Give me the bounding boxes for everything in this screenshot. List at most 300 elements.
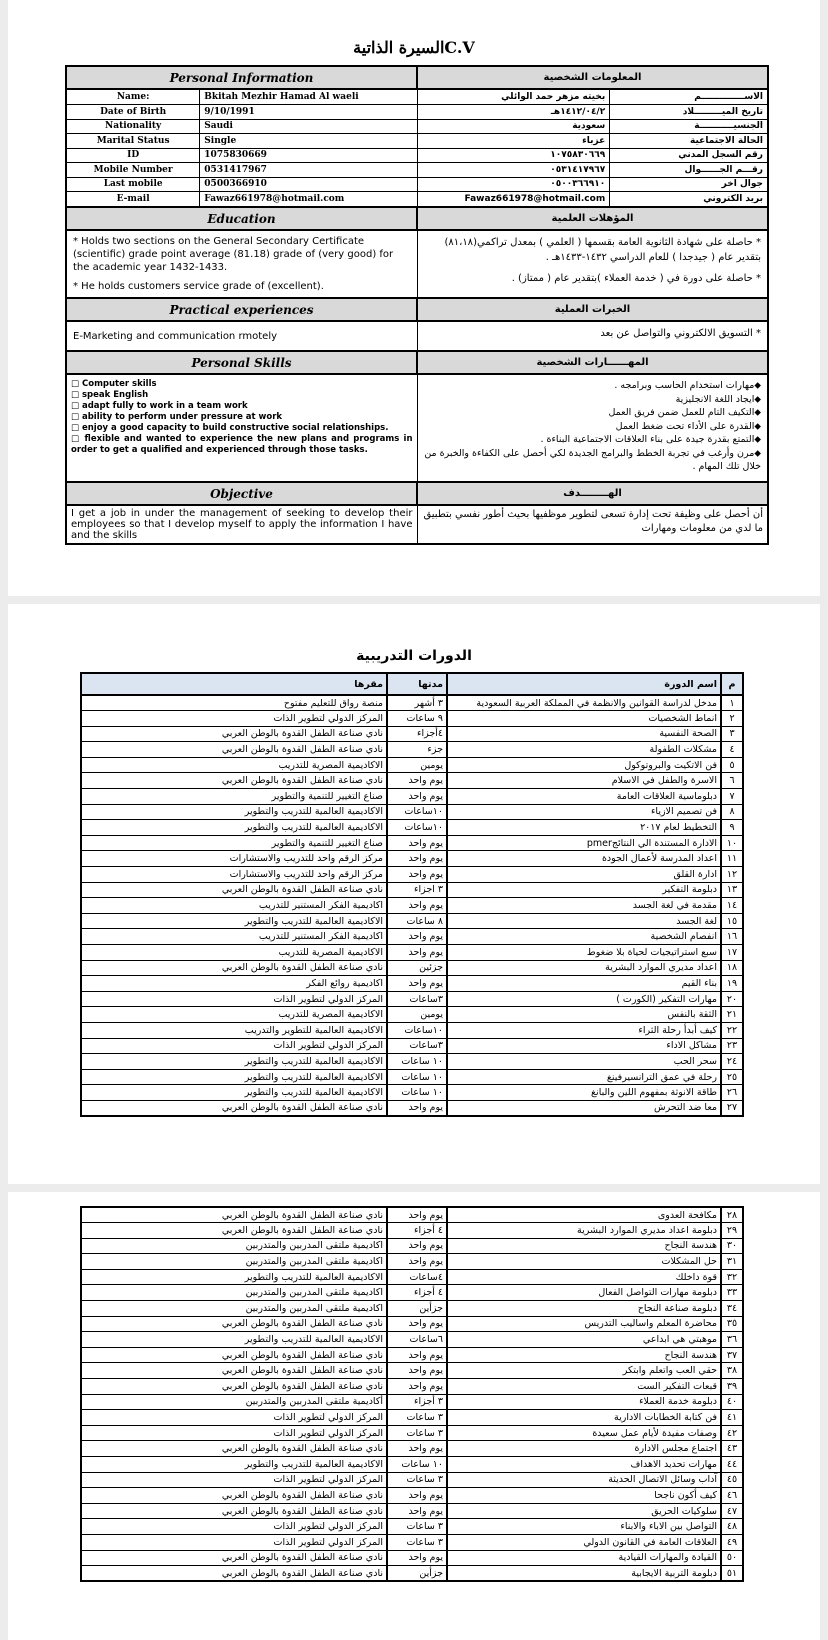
personal-value-ar: ٠٥٠٠٣٦٦٩١٠ (418, 177, 610, 192)
course-duration: يوم واحد (387, 1488, 447, 1504)
personal-value-en: 0531417967 (200, 163, 417, 178)
personal-value-ar: Fawaz661978@hotmail.com (464, 194, 606, 204)
course-name: انفصام الشخصية (447, 929, 721, 945)
course-place: الاكاديمية العالمية للتدريب والتطوير (81, 1269, 387, 1285)
course-duration: يوم واحد (387, 976, 447, 992)
personal-value-en: Single (200, 134, 417, 149)
personal-label-ar: الحالة الاجتماعية (610, 134, 767, 149)
personal-row (418, 119, 768, 134)
skills-list-ar (417, 374, 768, 482)
personal-value-ar: ٠٥٣١٤١٧٩٦٧ (418, 163, 610, 178)
course-number: ٣١ (721, 1254, 743, 1270)
personal-row (418, 192, 768, 207)
course-name: سلوكيات الحريق (447, 1503, 721, 1519)
course-place: الاكاديمية العالمية للتدريب والتطوير (81, 1069, 387, 1085)
course-number: ٣٠ (721, 1238, 743, 1254)
personal-label-en: Name: (67, 90, 200, 105)
course-number: ٢٤ (721, 1054, 743, 1070)
course-duration: يومين (387, 757, 447, 773)
course-duration: ٣ ساعات (387, 1472, 447, 1488)
course-name: العلاقات العامة في القانون الدولي (447, 1534, 721, 1550)
course-duration: يوم واحد (387, 789, 447, 805)
course-row (81, 835, 743, 851)
personal-row (418, 177, 768, 192)
course-duration: ٦ساعات (387, 1332, 447, 1348)
personal-label-ar: جوال اخر (610, 177, 767, 192)
course-name: طاقة الانوثة بمفهوم اللين والبانغ (447, 1085, 721, 1101)
course-row (81, 1316, 743, 1332)
course-name: اجتماع مجلس الادارة (447, 1441, 721, 1457)
course-number: ٢٠ (721, 991, 743, 1007)
course-duration: يوم واحد (387, 867, 447, 883)
personal-value-en: Bkitah Mezhir Hamad Al waeli (200, 90, 417, 105)
personal-row (67, 105, 417, 120)
course-name: رحلة في عمق الترانسيرفينغ (447, 1069, 721, 1085)
course-number: ٤٨ (721, 1519, 743, 1535)
cv-title: السيرة الذاتيةC.V (353, 38, 475, 57)
course-row (81, 1347, 743, 1363)
course-row (81, 1441, 743, 1457)
course-row (81, 1534, 743, 1550)
course-row (81, 1269, 743, 1285)
course-duration: يومين (387, 1007, 447, 1023)
course-name: كيف أبدأ رحلة الثراء (447, 1022, 721, 1038)
course-name: اعداد مديري الموارد البشرية (447, 960, 721, 976)
personal-value-ar: سعودية (418, 119, 610, 134)
course-row (81, 695, 743, 711)
course-row (81, 820, 743, 836)
course-number: ٩ (721, 820, 743, 836)
personal-value-ar: بخيته مزهر حمد الوائلي (418, 90, 610, 105)
course-place: المركز الدولي لتطوير الذات (81, 1472, 387, 1488)
skill-item-en: □ speak English (71, 390, 149, 400)
course-number: ٣٨ (721, 1363, 743, 1379)
course-place: نادي صناعة الطفل القدوة بالوطن العربي (81, 882, 387, 898)
course-place: اكاديمية ملتقى المدربين والمتدربين (81, 1301, 387, 1317)
course-row (81, 1038, 743, 1054)
course-name: وصفات مفيدة لأيام عمل سعيدة (447, 1425, 721, 1441)
course-number: ٤١ (721, 1410, 743, 1426)
skills-list-en (66, 374, 417, 482)
course-number: ٣٣ (721, 1285, 743, 1301)
personal-label-en: Date of Birth (67, 105, 200, 120)
course-row (81, 991, 743, 1007)
course-place: المركز الدولي لتطوير الذات (81, 1519, 387, 1535)
course-place: الاكاديمية العالمية للتدريب والتطوير (81, 1054, 387, 1070)
course-duration: ٣ ساعات (387, 1519, 447, 1535)
course-duration: جزأين (387, 1301, 447, 1317)
course-name: معا ضد التحرش (447, 1100, 721, 1116)
course-duration: ١٠ ساعات (387, 1054, 447, 1070)
skill-item-ar: ⬥القدرة على الأداء تحت ضغط العمل (615, 420, 761, 432)
course-duration: جزئين (387, 960, 447, 976)
course-place: الاكاديمية المصرية للتدريب (81, 1007, 387, 1023)
personal-row (67, 134, 417, 149)
course-row (81, 867, 743, 883)
experience-header-en: Practical experiences (66, 298, 417, 321)
course-duration: ٣ ساعات (387, 1425, 447, 1441)
course-number: ٢٣ (721, 1038, 743, 1054)
course-number: ٣٤ (721, 1301, 743, 1317)
course-name: سبع استراتيجيات لحياة بلا ضغوط (447, 945, 721, 961)
course-row (81, 1285, 743, 1301)
course-name: فن الاتكيت والبروتوكول (447, 757, 721, 773)
personal-label-en: Nationality (67, 119, 200, 134)
course-number: ١٢ (721, 867, 743, 883)
personal-row (67, 177, 417, 192)
objective-header-en: Objective (66, 482, 417, 505)
course-duration: ١٠ساعات (387, 804, 447, 820)
course-name: الاسرة والطفل في الاسلام (447, 773, 721, 789)
course-row (81, 1254, 743, 1270)
course-place: نادي صناعة الطفل القدوة بالوطن العربي (81, 1441, 387, 1457)
course-place: نادي صناعة الطفل القدوة بالوطن العربي (81, 726, 387, 742)
course-number: ٣٦ (721, 1332, 743, 1348)
course-name: التخطيط لعام ٢٠١٧ (447, 820, 721, 836)
course-row (81, 1301, 743, 1317)
course-number: ٤٣ (721, 1441, 743, 1457)
course-name: الادارة المستندة الي النتائجpmer (447, 835, 721, 851)
course-place: المركز الدولي لتطوير الذات (81, 711, 387, 727)
course-row (81, 711, 743, 727)
course-duration: ٩ ساعات (387, 711, 447, 727)
course-duration: يوم واحد (387, 1550, 447, 1566)
course-place: الاكاديمية العالمية للتطوير والتدريب (81, 1022, 387, 1038)
course-number: ٣٧ (721, 1347, 743, 1363)
skill-item-en: □ ability to perform under pressure at work (71, 412, 283, 422)
personal-row (67, 119, 417, 134)
course-duration: ٣ ساعات (387, 1534, 447, 1550)
course-row (81, 1363, 743, 1379)
course-row (81, 1425, 743, 1441)
course-number: ٣٢ (721, 1269, 743, 1285)
course-row (81, 960, 743, 976)
course-duration: ٣ أجزاء (387, 1394, 447, 1410)
course-duration: ٣ساعات (387, 1038, 447, 1054)
skills-header-ar: المهــــــارات الشخصية (417, 351, 768, 374)
personal-value-en: 0500366910 (200, 177, 417, 192)
personal-value-ar: عزباء (418, 134, 610, 149)
objective-text-en: I get a job in under the management of seeking to develop their employees so that I develop myself to apply the information I have and the skills (66, 505, 417, 544)
course-duration: ١٠ ساعات (387, 1085, 447, 1101)
personal-header-en: Personal Information (66, 66, 417, 89)
course-number: ٨ (721, 804, 743, 820)
course-place: نادي صناعة الطفل القدوة بالوطن العربي (81, 1207, 387, 1223)
skill-item-en: □ flexible and wanted to experience the new plans and programs in order to get a qualified and experienced through those tasks. (71, 434, 413, 455)
personal-label-en: Mobile Number (67, 163, 200, 178)
course-duration: يوم واحد (387, 898, 447, 914)
course-name: فن كتابة الخطابات الادارية (447, 1410, 721, 1426)
course-place: نادي صناعة الطفل القدوة بالوطن العربي (81, 742, 387, 758)
course-number: ٢١ (721, 1007, 743, 1023)
personal-row (418, 163, 768, 178)
objective-header-ar: الهــــــــدف (417, 482, 768, 505)
personal-row (418, 90, 768, 105)
col-header-place: مقرها (81, 673, 387, 695)
course-duration: يوم واحد (387, 1100, 447, 1116)
course-place: نادي صناعة الطفل القدوة بالوطن العربي (81, 960, 387, 976)
skill-item-en: □ Computer skills (71, 379, 157, 389)
course-name: مكافحة العدوى (447, 1207, 721, 1223)
course-name: الصحة النفسية (447, 726, 721, 742)
education-text-en (66, 230, 417, 298)
course-number: ٤٥ (721, 1472, 743, 1488)
course-row (81, 882, 743, 898)
course-name: دبلومة اعداد مديري الموارد البشرية (447, 1223, 721, 1239)
course-name: سحر الحب (447, 1054, 721, 1070)
course-name: دبلومة التفكير (447, 882, 721, 898)
course-name: مهارات التفكير (الكورت ) (447, 991, 721, 1007)
course-place: اكاديمية روائع الفكر (81, 976, 387, 992)
course-name: لغة الجسد (447, 913, 721, 929)
course-number: ٤ (721, 742, 743, 758)
course-place: المركز الدولي لتطوير الذات (81, 1425, 387, 1441)
course-row (81, 1472, 743, 1488)
course-name: دبلوماسية العلاقات العامة (447, 789, 721, 805)
personal-label-ar: رقـــم الجــــــوال (610, 163, 767, 178)
course-name: الثقة بالنفس (447, 1007, 721, 1023)
course-name: دبلومة صناعة النجاح (447, 1301, 721, 1317)
course-duration: يوم واحد (387, 773, 447, 789)
course-number: ٢٢ (721, 1022, 743, 1038)
course-place: صناع التغيير للتنمية والتطوير (81, 789, 387, 805)
personal-label-en: Marital Status (67, 134, 200, 149)
col-header-duration: مدتها (387, 673, 447, 695)
course-row (81, 742, 743, 758)
course-name: موهبتي هي ابداعي (447, 1332, 721, 1348)
course-name: بناء القيم (447, 976, 721, 992)
course-row (81, 1488, 743, 1504)
course-number: ٢٧ (721, 1100, 743, 1116)
skill-item-en: □ enjoy a good capacity to build constructive social relationships. (71, 423, 389, 433)
course-row (81, 1457, 743, 1473)
course-number: ٥ (721, 757, 743, 773)
course-name: هندسة النجاح (447, 1238, 721, 1254)
course-number: ١٧ (721, 945, 743, 961)
personal-label-en: E-mail (67, 192, 200, 207)
education-item-en: * He holds customers service grade of (excellent). (73, 281, 324, 292)
personal-label-ar: الجنسيـــــــــــة (610, 119, 767, 134)
personal-row (418, 148, 768, 163)
course-number: ٤٧ (721, 1503, 743, 1519)
skills-header-en: Personal Skills (66, 351, 417, 374)
course-number: ٥٠ (721, 1550, 743, 1566)
course-row (81, 1207, 743, 1223)
personal-value-ar: ١٤١٢/٠٤/٢هـ (418, 105, 610, 120)
course-duration: ٤ أجزاء (387, 1223, 447, 1239)
course-name: مشكلات الطفولة (447, 742, 721, 758)
course-place: الاكاديمية العالمية للتدريب والتطوير (81, 1085, 387, 1101)
course-duration: ١٠ساعات (387, 820, 447, 836)
course-row (81, 773, 743, 789)
course-row (81, 1519, 743, 1535)
course-place: الاكاديمية العالمية للتدريب والتطوير (81, 820, 387, 836)
course-row (81, 1566, 743, 1582)
objective-text-ar: أن أحصل على وظيفة تحت إدارة تسعى لتطوير موظفيها بحيث أطور نفسي بتطبيق ما لدي من معلومات ومهارات (417, 505, 768, 544)
course-place: نادي صناعة الطفل القدوة بالوطن العربي (81, 1347, 387, 1363)
course-place: نادي صناعة الطفل القدوة بالوطن العربي (81, 1488, 387, 1504)
course-place: المركز الدولي لتطوير الذات (81, 1038, 387, 1054)
course-name: انماط الشخصيات (447, 711, 721, 727)
course-place: اكاديمية الفكر المستنير للتدريب (81, 929, 387, 945)
course-duration: يوم واحد (387, 929, 447, 945)
course-name: حقي العب واتعلم وابتكر (447, 1363, 721, 1379)
course-duration: ١٠ساعات (387, 1022, 447, 1038)
course-place: اكاديمية ملتقى المدربين والمتدربين (81, 1285, 387, 1301)
personal-value-en: 1075830669 (200, 148, 417, 163)
course-duration: يوم واحد (387, 1379, 447, 1395)
skill-item-ar: ⬥ايجاد اللغة الانجليزية (675, 393, 761, 405)
course-name: مقدمة في لغة الجسد (447, 898, 721, 914)
course-number: ٢٩ (721, 1223, 743, 1239)
personal-value-en: 9/10/1991 (200, 105, 417, 120)
personal-label-en: Last mobile (67, 177, 200, 192)
personal-row (67, 192, 417, 207)
course-row (81, 757, 743, 773)
course-number: ٤٢ (721, 1425, 743, 1441)
course-duration: يوم واحد (387, 1238, 447, 1254)
course-number: ٢٦ (721, 1085, 743, 1101)
personal-label-ar: الاســــــــــــــم (610, 90, 767, 105)
course-place: نادي صناعة الطفل القدوة بالوطن العربي (81, 1100, 387, 1116)
course-number: ٤٩ (721, 1534, 743, 1550)
course-duration: يوم واحد (387, 835, 447, 851)
course-duration: يوم واحد (387, 1441, 447, 1457)
course-name: فن تصميم الازياء (447, 804, 721, 820)
course-row (81, 898, 743, 914)
course-number: ٢٥ (721, 1069, 743, 1085)
course-duration: يوم واحد (387, 945, 447, 961)
course-place: الاكاديمية المصرية للتدريب (81, 945, 387, 961)
course-number: ١١ (721, 851, 743, 867)
personal-row (418, 134, 768, 149)
cv-table (65, 65, 769, 545)
course-row (81, 1100, 743, 1116)
course-number: ٥١ (721, 1566, 743, 1582)
personal-label-ar: بريد الكتروني (610, 192, 767, 207)
education-header-ar: المؤهلات العلمية (417, 207, 768, 230)
course-name: آداب وسائل الاتصال الحديثة (447, 1472, 721, 1488)
course-number: ١٨ (721, 960, 743, 976)
course-row (81, 1394, 743, 1410)
course-name: القيادة والمهارات القيادية (447, 1550, 721, 1566)
course-row (81, 726, 743, 742)
course-number: ٤٠ (721, 1394, 743, 1410)
course-duration: جزأين (387, 1566, 447, 1582)
course-place: الاكاديمية العالمية للتدريب والتطوير (81, 913, 387, 929)
course-number: ٢ (721, 711, 743, 727)
course-row (81, 913, 743, 929)
course-row (81, 1007, 743, 1023)
course-place: نادي صناعة الطفل القدوة بالوطن العربي (81, 1550, 387, 1566)
course-duration: ٣ اجزاء (387, 882, 447, 898)
course-name: مدخل لدراسة القوانين والانظمة في المملكة العربية السعودية (447, 695, 721, 711)
courses-title: الدورات التدريبية (356, 648, 472, 664)
course-row (81, 1085, 743, 1101)
course-row (81, 1550, 743, 1566)
course-name: ادارة القلق (447, 867, 721, 883)
course-place: الاكاديمية العالمية للتدريب والتطوير (81, 804, 387, 820)
course-name: مهارات تحديد الاهداف (447, 1457, 721, 1473)
course-number: ٢٨ (721, 1207, 743, 1223)
course-place: أكاديمية ملتقى المدربين والمتدربين (81, 1394, 387, 1410)
course-number: ١ (721, 695, 743, 711)
course-duration: ٣ساعات (387, 991, 447, 1007)
personal-row (67, 148, 417, 163)
course-duration: ٣ ساعات (387, 1410, 447, 1426)
personal-label-ar: رقم السجل المدني (610, 148, 767, 163)
course-name: دبلومة خدمة العملاء (447, 1394, 721, 1410)
course-place: اكاديمية الفكر المستنير للتدريب (81, 898, 387, 914)
courses-table (80, 672, 744, 1117)
course-number: ١٥ (721, 913, 743, 929)
course-place: منصة رواق للتعليم مفتوح (81, 695, 387, 711)
course-duration: ٤ساعات (387, 1269, 447, 1285)
course-row (81, 976, 743, 992)
personal-value-en: Fawaz661978@hotmail.com (204, 194, 345, 204)
course-name: هندسة النجاح (447, 1347, 721, 1363)
course-duration: ١٠ ساعات (387, 1457, 447, 1473)
course-name: دبلومة التربية الايجابية (447, 1566, 721, 1582)
course-duration: يوم واحد (387, 1254, 447, 1270)
course-row (81, 1054, 743, 1070)
skill-item-ar: ⬥التكيف التام للعمل ضمن فريق العمل (608, 407, 761, 418)
course-duration: يوم واحد (387, 851, 447, 867)
course-place: نادي صناعة الطفل القدوة بالوطن العربي (81, 1566, 387, 1582)
personal-label-en: ID (67, 148, 200, 163)
skill-item-ar: ⬥مرن وأرغب في تجربة الخطط والبرامج الجديدة لكي أحصل على الكفاءة والخبرة من خلال تلك المهام . (424, 447, 761, 472)
course-row (81, 1332, 743, 1348)
course-place: نادي صناعة الطفل القدوة بالوطن العربي (81, 1503, 387, 1519)
course-number: ٣٥ (721, 1316, 743, 1332)
course-row (81, 1503, 743, 1519)
course-duration: يوم واحد (387, 1503, 447, 1519)
course-name: قبعات التفكير الست (447, 1379, 721, 1395)
course-row (81, 804, 743, 820)
personal-row (418, 105, 768, 120)
course-place: المركز الدولي لتطوير الذات (81, 1410, 387, 1426)
course-place: الاكاديمية المصرية للتدريب (81, 757, 387, 773)
experience-text-ar: * التسويق الالكتروني والتواصل عن بعد (417, 321, 768, 351)
course-number: ٤٦ (721, 1488, 743, 1504)
course-duration: جزء (387, 742, 447, 758)
course-row (81, 851, 743, 867)
course-name: دبلومة مهارات التواصل الفعال (447, 1285, 721, 1301)
course-duration: يوم واحد (387, 1363, 447, 1379)
course-place: صناع التغيير للتنمية والتطوير (81, 835, 387, 851)
course-number: ١٣ (721, 882, 743, 898)
experience-header-ar: الخبرات العملية (417, 298, 768, 321)
course-place: الاكاديمية العالمية للتدريب والتطوير (81, 1332, 387, 1348)
course-number: ٣ (721, 726, 743, 742)
col-header-name: اسم الدورة (447, 673, 721, 695)
course-duration: يوم واحد (387, 1207, 447, 1223)
course-number: ٤٤ (721, 1457, 743, 1473)
skill-item-ar: ⬥التمتع بقدرة جيدة على بناء العلاقات الاجتماعية البناءة . (540, 434, 761, 445)
education-item-ar: * حاصلة على شهادة الثانوية العامة بقسمها ( العلمي ) بمعدل تراكمي(٨١،١٨) بتقدير عام ( جيدجدا ) للعام الدراسي ١٤٣٢-١٤٣٣هـ . (444, 237, 761, 263)
education-header-en: Education (66, 207, 417, 230)
personal-row (67, 163, 417, 178)
course-duration: ٤ أجزاء (387, 1285, 447, 1301)
course-name: التواصل بين الاباء والابناء (447, 1519, 721, 1535)
course-duration: يوم واحد (387, 1347, 447, 1363)
course-place: الاكاديمية العالمية للتدريب والتطوير (81, 1457, 387, 1473)
cv-page (8, 0, 820, 596)
course-number: ٣٩ (721, 1379, 743, 1395)
personal-info-ar (418, 90, 768, 206)
course-number: ٧ (721, 789, 743, 805)
course-duration: ٤أجزاء (387, 726, 447, 742)
